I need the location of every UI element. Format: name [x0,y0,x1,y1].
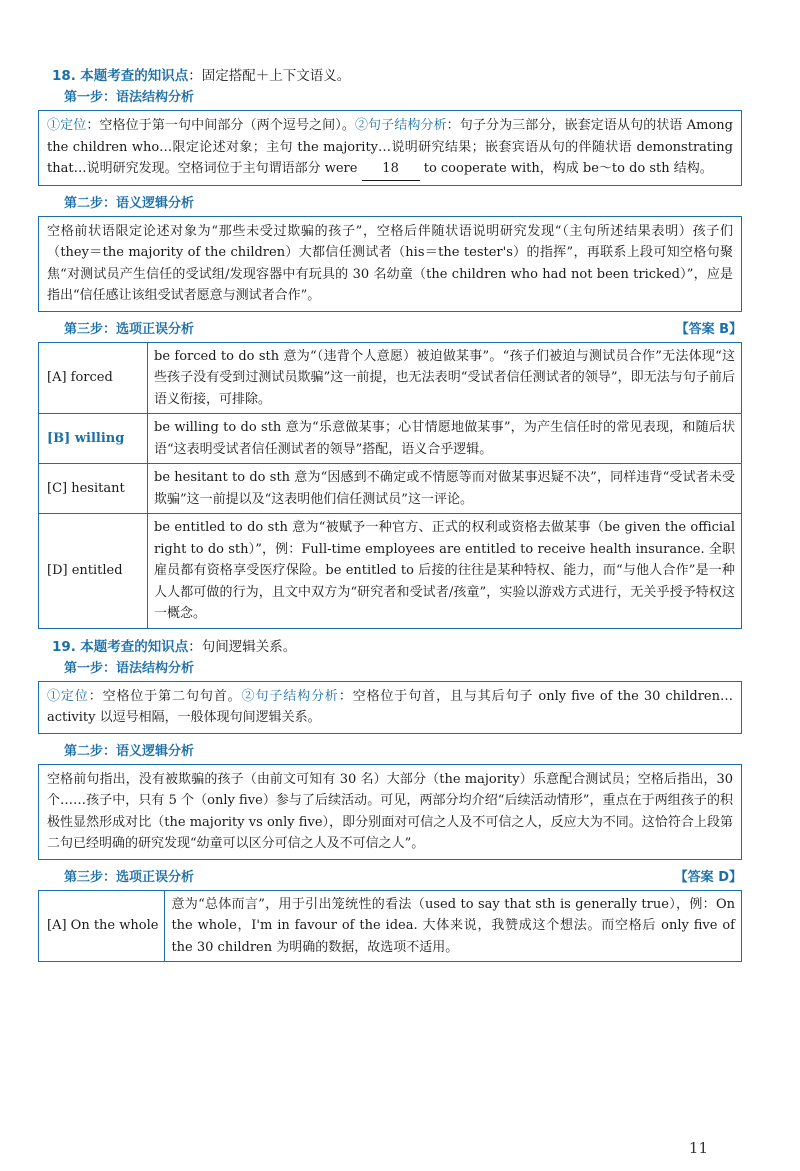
q18-box1-label1: ①定位 [47,118,87,133]
q19-title [52,637,742,657]
q18-option-c-text: be hesitant to do sth 意为“因感到不确定或不情愿等而对做某事迟疑不决”，同样违背“受试者未受欺骗”这一前提以及“这表明他们信任测试员”这一评论。 [148,464,742,514]
q18-title-text: ：固定搭配＋上下文语义。 [188,68,351,84]
page-content [38,66,742,970]
q18-options-table [38,342,742,629]
q18-grammar-box [38,110,742,186]
q18-semantic-box: 空格前状语限定论述对象为“那些未受过欺骗的孩子”，空格后伴随状语说明研究发现“（主句所述结果表明）孩子们（they＝the majority of the children）大都信任测试者（his＝the tester's）的指挥”，再联系上段可知空格句聚焦“对测试员产生信任的受试组/发现容器中有玩具的 30 名幼童（the children who had not been tricked）”，应是指出“信任感让该组受试者愿意与测试者合作”。 [38,216,742,312]
q18-step1-heading: 第一步：语法结构分析 [64,90,195,105]
q18-option-a-label: [A] forced [39,342,148,414]
q19-title-label: 本题考查的知识点 [80,638,189,655]
q18-step2-heading: 第二步：语义逻辑分析 [64,195,195,211]
q18-title [52,66,742,86]
q18-answer: 【答案 B】 [675,321,742,337]
q19-answer: 【答案 D】 [674,869,742,885]
q18-box1-label2: ②句子结构分析 [354,118,447,133]
q19-box1-label2: ②句子结构分析 [241,688,339,704]
q19-step1-heading: 第一步：语法结构分析 [64,660,195,676]
table-row [39,342,742,414]
q18-step3-heading: 第三步：选项正误分析 [64,321,195,337]
q18-option-a-text: be forced to do sth 意为“（违背个人意愿）被迫做某事”。“孩子们被迫与测试员合作”无法体现“这些孩子没有受到过测试员欺骗”这一前提，也无法表明“受试者信任测试者的领导”，即无法与句子前后语义衔接，可排除。 [148,342,742,414]
q18-option-b-label: [B] willing [39,414,148,464]
q18-step3-row [64,320,742,340]
q19-options-table [38,890,742,963]
q18-number: 18. [52,68,76,84]
q18-option-c-label: [C] hesitant [39,464,148,514]
q19-title-text: ：句间逻辑关系。 [188,638,297,655]
table-row [39,464,742,514]
q18-box1-text2: ：句子分为三部分，嵌套定语从句的状语 Among the children who…限定论述对象；主句 the majority…说明研究结果；嵌套宾语从句的伴随状语 demonstrating that…说明研究发现。空格词位于主句谓语部分 were [47,118,733,176]
table-row [39,514,742,629]
table-row [39,890,742,962]
q18-option-b-text: be willing to do sth 意为“乐意做某事；心甘情愿地做某事”，为产生信任时的常见表现，和随后状语“这表明受试者信任测试者的领导”搭配，语义合乎逻辑。 [148,414,742,464]
page-number: 11 [688,1139,708,1157]
q18-title-label: 本题考查的知识点 [80,68,189,84]
q19-step2-heading: 第二步：语义逻辑分析 [64,743,195,759]
q19-step3-row [64,868,742,888]
q19-step3-heading: 第三步：选项正误分析 [64,869,195,885]
q19-box1-label1: ①定位 [47,688,89,704]
q18-box1-tail: to cooperate with，构成 be～to do sth 结构。 [423,161,713,176]
q19-option-a-text: 意为“总体而言”，用于引出笼统性的看法（used to say that sth is generally true），例：On the whole，I'm in favour of the idea. 大体来说，我赞成这个想法。而空格后 only five of the 30 children 为明确的数据，故选项不适用。 [165,890,742,962]
q18-option-d-text: be entitled to do sth 意为“被赋予一种官方、正式的权利或资格去做某事（be given the official right to do sth）”，例：Full-time employees are entitled to receive health insurance. 全职雇员都有资格享受医疗保险。be entitled to 后接的往往是某种特权、能力，而“与他人合作”是一种人人都可做的行为，且文中双方为“研究者和受试者/孩童”，实验以游戏方式进行，无关乎授予特权这一概念。 [148,514,742,629]
q18-blank: 18 [362,158,420,181]
q19-number: 19. [52,638,76,655]
q19-box1-text2: ：空格位于句首，且与其后句子 only five of the 30 children…activity 以逗号相隔，一般体现句间逻辑关系。 [47,688,733,725]
q18-box1-text1: ：空格位于第一句中间部分（两个逗号之间）。 [86,118,355,133]
q19-box1-text1: ：空格位于第二句句首。 [88,688,242,704]
table-row [39,414,742,464]
q19-semantic-box: 空格前句指出，没有被欺骗的孩子（由前文可知有 30 名）大部分（the majority）乐意配合测试员；空格后指出，30 个……孩子中，只有 5 个（only five）参与了后续活动。可见，两部分均介绍“后续活动情形”，重点在于两组孩子的积极性显然形成对比（the majority vs only five），即分别面对可信之人及不可信之人，反应大为不同。这恰符合上段第二句已经明确的研究发现“幼童可以区分可信之人及不可信之人”。 [38,764,742,860]
q18-option-d-label: [D] entitled [39,514,148,629]
q19-option-a-label: [A] On the whole [39,890,165,962]
q19-grammar-box [38,681,742,734]
